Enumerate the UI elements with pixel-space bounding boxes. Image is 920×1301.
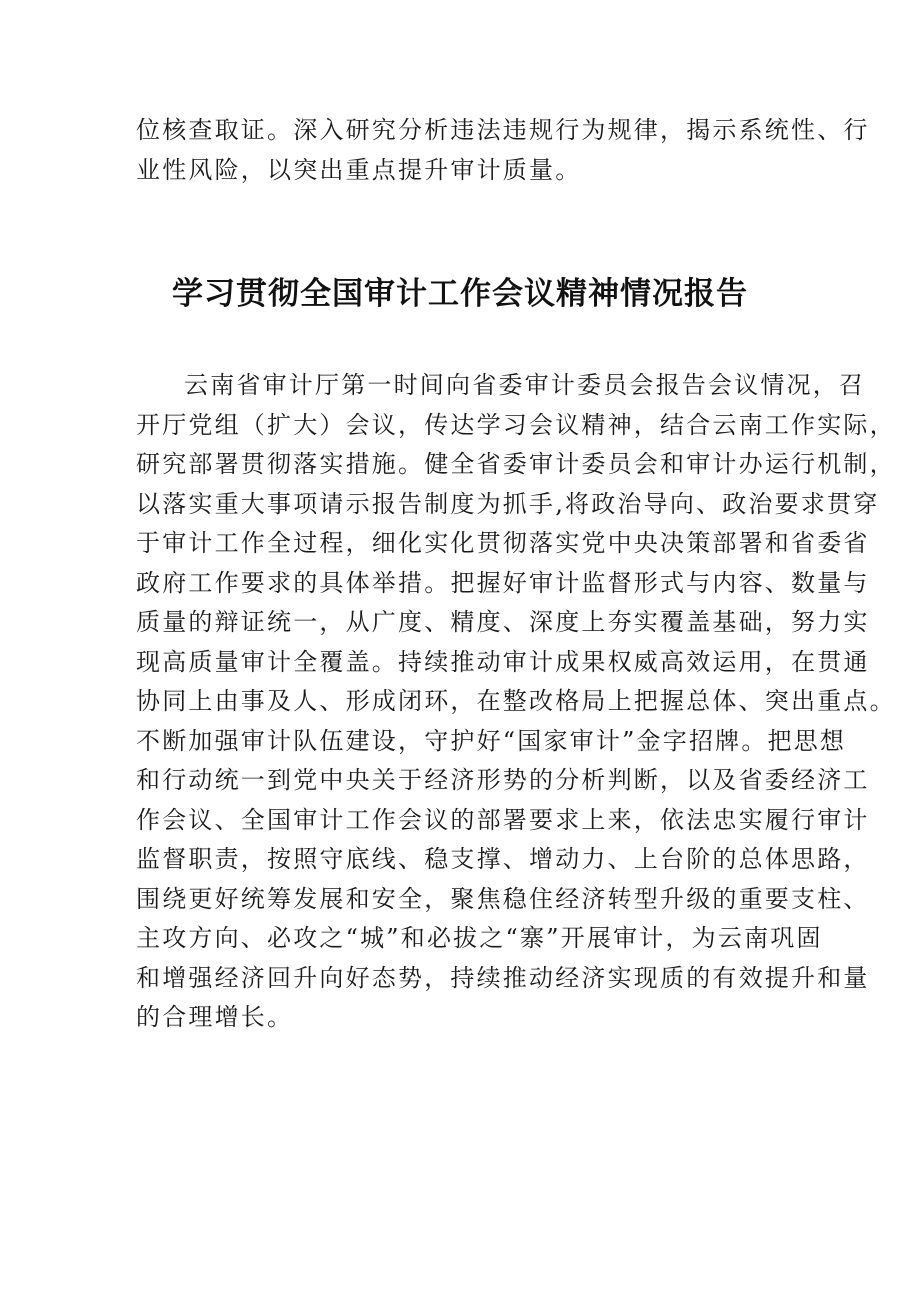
paragraph-line: 主攻方向、必攻之“城”和必拔之“寨”开展审计，为云南巩固: [136, 924, 823, 952]
paragraph-line: 于审计工作全过程，细化实化贯彻落实党中央决策部署和省委省: [136, 529, 870, 557]
paragraph-line: 不断加强审计队伍建设，守护好“国家审计”金字招牌。把思想: [136, 726, 847, 755]
paragraph-line: 的合理增长。: [136, 1003, 294, 1031]
paragraph-line: 研究部署贯彻落实措施。健全省委审计委员会和审计办运行机制，: [136, 450, 896, 478]
section-title: 学习贯彻全国审计工作会议精神情况报告: [172, 276, 748, 312]
paragraph-line: 云南省审计厅第一时间向省委审计委员会报告会议情况，召: [184, 371, 866, 399]
paragraph-line: 政府工作要求的具体举措。把握好审计监督形式与内容、数量与: [136, 568, 870, 597]
paragraph-line: 围绕更好统筹发展和安全，聚焦稳住经济转型升级的重要支柱、: [136, 884, 870, 913]
paragraph-line: 现高质量审计全覆盖。持续推动审计成果权威高效运用，在贯通: [136, 647, 870, 676]
paragraph-line: 质量的辩证统一，从广度、精度、深度上夯实覆盖基础，努力实: [136, 608, 870, 636]
paragraph-line: 作会议、全国审计工作会议的部署要求上来，依法忠实履行审计: [136, 805, 870, 834]
paragraph-line: 业性风险，以突出重点提升审计质量。: [136, 155, 582, 184]
paragraph-line: 协同上由事及人、形成闭环，在整改格局上把握总体、突出重点。: [136, 687, 896, 715]
body-paragraph: [136, 366, 896, 1038]
continuation-paragraph: [136, 111, 870, 190]
paragraph-line: 监督职责，按照守底线、稳支撑、增动力、上台阶的总体思路，: [136, 845, 870, 873]
paragraph-line: 以落实重大事项请示报告制度为抓手,将政治导向、政治要求贯穿: [136, 489, 880, 518]
paragraph-line: 位核查取证。深入研究分析违法违规行为规律，揭示系统性、行: [136, 116, 870, 144]
paragraph-line: 和增强经济回升向好态势，持续推动经济实现质的有效提升和量: [136, 963, 870, 992]
paragraph-line: 和行动统一到党中央关于经济形势的分析判断，以及省委经济工: [136, 766, 870, 794]
paragraph-line: 开厅党组（扩大）会议，传达学习会议精神，结合云南工作实际，: [136, 410, 896, 439]
